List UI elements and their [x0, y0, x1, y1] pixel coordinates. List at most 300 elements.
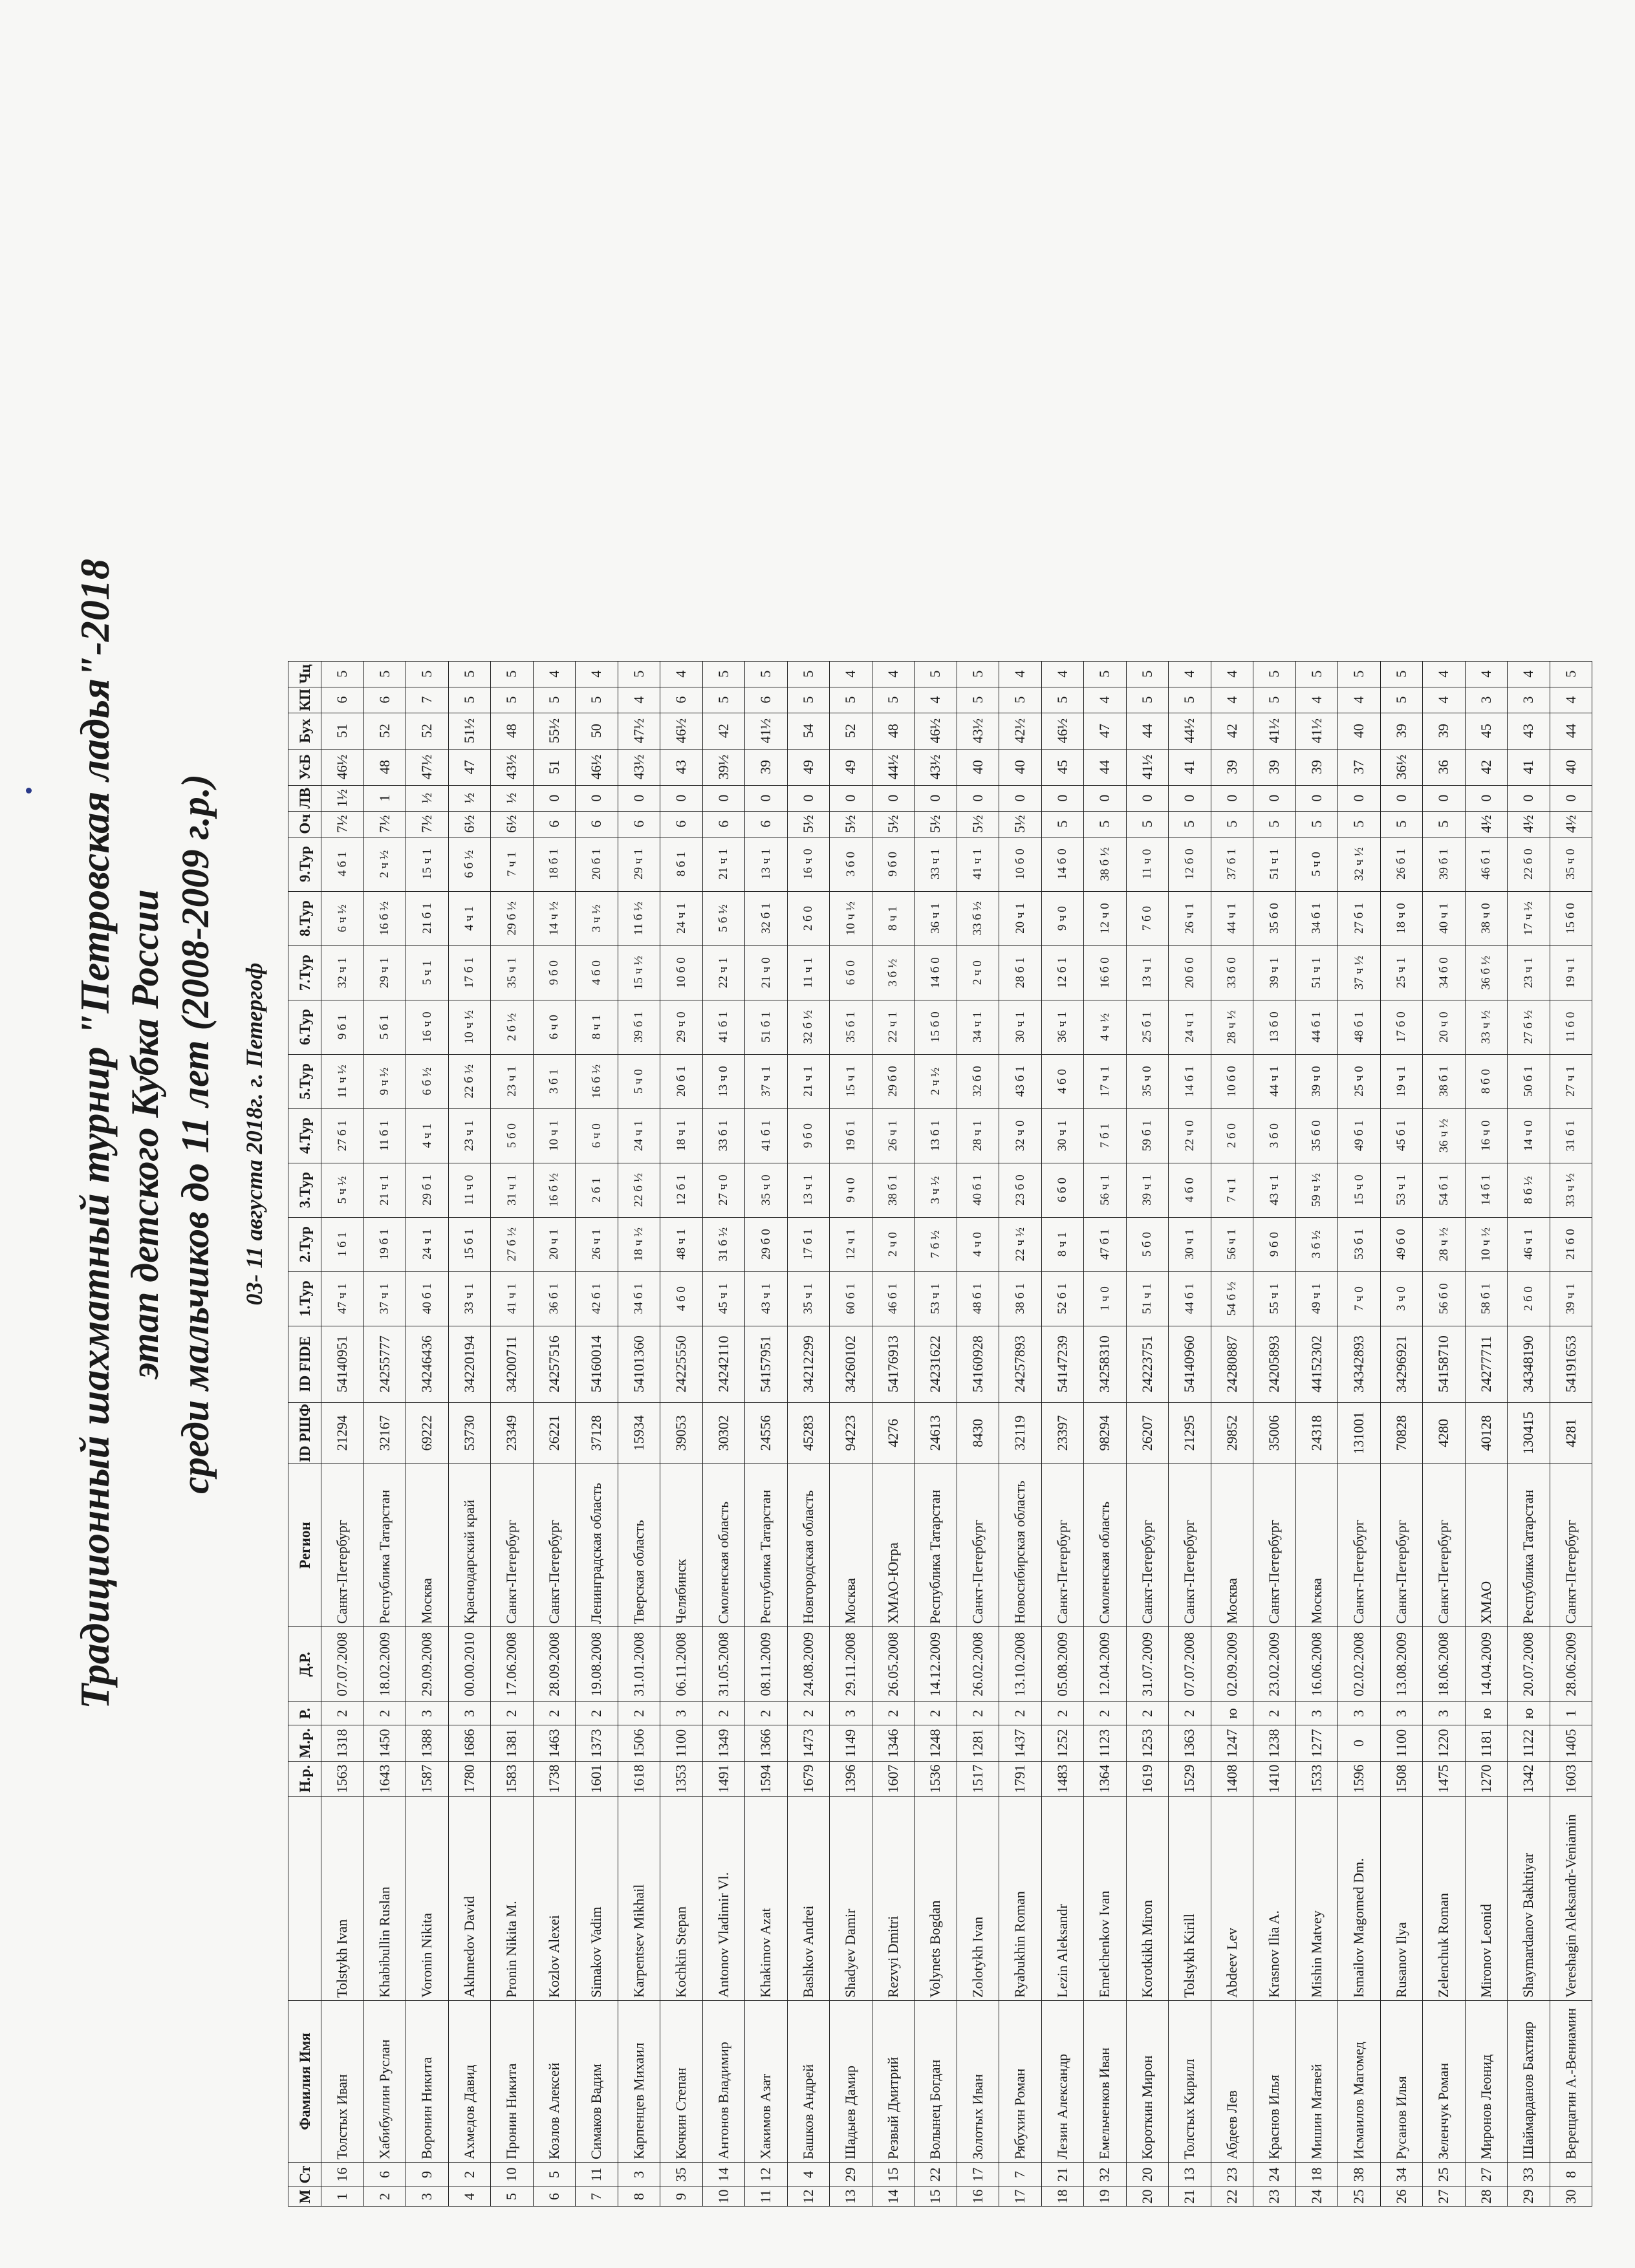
round-result-cell: 37 ч ½: [1338, 945, 1381, 1000]
round-result-cell: 7 ч 1: [1211, 1163, 1253, 1217]
table-cell: 6½: [448, 811, 491, 837]
round-result-cell: 34 б 1: [1295, 891, 1338, 945]
round-result-cell: 47 б 1: [1084, 1217, 1127, 1271]
column-header: 5.Тур: [288, 1054, 321, 1108]
table-cell: 31.05.2008: [702, 1627, 745, 1702]
table-cell: 0: [1041, 785, 1084, 811]
round-result-cell: 7 б ½: [915, 1217, 957, 1271]
table-cell: 12: [745, 2163, 788, 2187]
table-cell: 1601: [576, 1762, 618, 1797]
table-cell: 5: [491, 661, 534, 687]
table-cell: 0: [999, 785, 1042, 811]
round-result-cell: 2 ч ½: [915, 1054, 957, 1108]
table-cell: 52: [830, 713, 872, 749]
table-cell: 2: [999, 1702, 1042, 1725]
round-result-cell: 13 ч 1: [745, 837, 788, 891]
table-cell: 1248: [915, 1725, 957, 1762]
table-cell: 0: [533, 785, 576, 811]
round-result-cell: 46 б 1: [872, 1271, 915, 1326]
table-cell: 1475: [1423, 1762, 1466, 1797]
round-result-cell: 4 б 0: [1169, 1163, 1211, 1217]
table-cell: Ryabukhin Roman: [999, 1797, 1042, 2001]
table-cell: 5: [363, 661, 406, 687]
round-result-cell: 40 б 1: [957, 1163, 999, 1217]
round-result-cell: 39 б 1: [1423, 837, 1466, 891]
table-cell: Санкт-Петербург: [957, 1464, 999, 1627]
table-cell: 27: [1465, 2163, 1508, 2187]
table-cell: ю: [1508, 1702, 1550, 1725]
table-row: [915, 661, 957, 2206]
round-result-cell: 39 б 1: [618, 1000, 660, 1054]
table-cell: 1: [1550, 1702, 1592, 1725]
table-cell: Zelenchuk Roman: [1423, 1797, 1466, 2001]
table-cell: 0: [618, 785, 660, 811]
table-cell: Simakov Vadim: [576, 1797, 618, 2001]
table-cell: 24255777: [363, 1326, 406, 1402]
table-cell: 5: [1253, 811, 1296, 837]
round-result-cell: 12 б 1: [660, 1163, 703, 1217]
table-cell: 40: [999, 749, 1042, 785]
table-cell: 44: [1550, 713, 1592, 749]
table-header-row: [288, 661, 321, 2206]
table-cell: 1508: [1380, 1762, 1423, 1797]
round-result-cell: 15 ч 0: [1338, 1163, 1381, 1217]
round-result-cell: 36 ч 1: [1041, 1000, 1084, 1054]
table-cell: Москва: [1295, 1464, 1338, 1627]
round-result-cell: 51 ч 1: [1253, 837, 1296, 891]
table-cell: Абдеев Лев: [1211, 2001, 1253, 2163]
table-cell: 46½: [660, 713, 703, 749]
table-cell: ХМАО: [1465, 1464, 1508, 1627]
table-cell: Хакимов Азат: [745, 2001, 788, 2163]
table-cell: Краснов Илья: [1253, 2001, 1296, 2163]
table-cell: 14: [872, 2187, 915, 2207]
round-result-cell: 16 б ½: [576, 1054, 618, 1108]
table-cell: 18.02.2009: [363, 1627, 406, 1702]
table-cell: 24225550: [660, 1326, 703, 1402]
table-cell: 1353: [660, 1762, 703, 1797]
column-header: Бух: [288, 713, 321, 749]
table-cell: 00.00.2010: [448, 1627, 491, 1702]
round-result-cell: 4 ч 1: [406, 1108, 449, 1163]
round-result-cell: 35 б 1: [830, 1000, 872, 1054]
round-result-cell: 29 б 1: [406, 1163, 449, 1217]
round-result-cell: 11 ч 0: [1126, 837, 1169, 891]
round-result-cell: 15 б 0: [915, 1000, 957, 1054]
table-cell: 1281: [957, 1725, 999, 1762]
table-cell: Санкт-Петербург: [1423, 1464, 1466, 1627]
table-cell: 24: [1253, 2163, 1296, 2187]
table-cell: 35006: [1253, 1402, 1296, 1463]
round-result-cell: 14 б 1: [1169, 1054, 1211, 1108]
table-cell: Санкт-Петербург: [533, 1464, 576, 1627]
table-cell: 50: [576, 713, 618, 749]
round-result-cell: 8 ч 1: [1041, 1217, 1084, 1271]
round-result-cell: 5 ч ½: [321, 1163, 364, 1217]
table-cell: 19.08.2008: [576, 1627, 618, 1702]
round-result-cell: 4 ч 1: [448, 891, 491, 945]
table-cell: 44½: [1169, 713, 1211, 749]
table-cell: 29852: [1211, 1402, 1253, 1463]
table-cell: 29.11.2008: [830, 1627, 872, 1702]
round-result-cell: 29 ч 1: [363, 945, 406, 1000]
round-result-cell: 2 б 1: [576, 1163, 618, 1217]
round-result-cell: 53 ч 1: [1380, 1163, 1423, 1217]
table-cell: 22: [1211, 2187, 1253, 2207]
column-header: ID РШФ: [288, 1402, 321, 1463]
table-cell: 41: [1169, 749, 1211, 785]
table-cell: 11: [576, 2163, 618, 2187]
round-result-cell: 9 б 1: [321, 1000, 364, 1054]
column-header: 9.Тур: [288, 837, 321, 891]
table-cell: 1: [321, 2187, 364, 2207]
table-cell: 3: [1423, 1702, 1466, 1725]
table-cell: 17: [999, 2187, 1042, 2207]
table-cell: 41½: [1295, 713, 1338, 749]
round-result-cell: 5 б 0: [1126, 1217, 1169, 1271]
column-header: Фамилия Имя: [288, 2001, 321, 2163]
table-cell: 44: [1084, 749, 1127, 785]
round-result-cell: 5 б 1: [363, 1000, 406, 1054]
table-cell: Lezin Aleksandr: [1041, 1797, 1084, 2001]
table-cell: 4: [872, 661, 915, 687]
table-cell: 1738: [533, 1762, 576, 1797]
table-cell: 54160928: [957, 1326, 999, 1402]
table-cell: 54: [787, 713, 830, 749]
table-cell: 5: [1295, 661, 1338, 687]
round-result-cell: 24 ч 1: [660, 891, 703, 945]
table-row: [363, 661, 406, 2206]
table-cell: 3: [618, 2163, 660, 2187]
round-result-cell: 46 б 1: [1465, 837, 1508, 891]
round-result-cell: 13 б 1: [915, 1108, 957, 1163]
round-result-cell: 19 ч 1: [1380, 1054, 1423, 1108]
table-cell: 5: [533, 687, 576, 713]
round-result-cell: 2 ч ½: [363, 837, 406, 891]
round-result-cell: 4 б 0: [1041, 1054, 1084, 1108]
table-cell: 10: [702, 2187, 745, 2207]
table-cell: 5: [448, 687, 491, 713]
table-cell: 5: [957, 687, 999, 713]
table-cell: 4: [660, 661, 703, 687]
table-cell: 6: [702, 811, 745, 837]
round-result-cell: 36 б ½: [1465, 945, 1508, 1000]
table-cell: Tolstykh Ivan: [321, 1797, 364, 2001]
table-cell: 24280887: [1211, 1326, 1253, 1402]
round-result-cell: 27 б ½: [1508, 1000, 1550, 1054]
table-cell: 24613: [915, 1402, 957, 1463]
table-cell: 5: [1380, 661, 1423, 687]
table-cell: 45: [1041, 749, 1084, 785]
round-result-cell: 41 ч 1: [491, 1271, 534, 1326]
table-cell: 3: [1338, 1702, 1381, 1725]
table-cell: 54140960: [1169, 1326, 1211, 1402]
table-cell: 0: [1295, 785, 1338, 811]
round-result-cell: 9 ч ½: [363, 1054, 406, 1108]
table-cell: 4: [576, 661, 618, 687]
table-cell: Тверская область: [618, 1464, 660, 1627]
table-cell: 28: [1465, 2187, 1508, 2207]
round-result-cell: 43 ч 1: [745, 1271, 788, 1326]
round-result-cell: 15 ч 1: [830, 1054, 872, 1108]
table-cell: 5: [1084, 811, 1127, 837]
table-cell: 5: [745, 661, 788, 687]
table-cell: 39: [1253, 749, 1296, 785]
table-cell: 46½: [321, 749, 364, 785]
round-result-cell: 21 б 1: [406, 891, 449, 945]
table-cell: 12.04.2009: [1084, 1627, 1127, 1702]
column-header: КП: [288, 687, 321, 713]
round-result-cell: 19 ч 1: [1550, 945, 1592, 1000]
table-cell: 3: [448, 1702, 491, 1725]
round-result-cell: 47 ч 1: [321, 1271, 364, 1326]
table-cell: 2: [448, 2163, 491, 2187]
table-cell: 1381: [491, 1725, 534, 1762]
column-header: Р.: [288, 1702, 321, 1725]
table-cell: 3: [660, 1702, 703, 1725]
column-header: Оч: [288, 811, 321, 837]
table-cell: 4½: [1550, 811, 1592, 837]
round-result-cell: 45 б 1: [1380, 1108, 1423, 1163]
table-cell: 2: [1126, 1702, 1169, 1725]
table-cell: Челябинск: [660, 1464, 703, 1627]
table-cell: 26207: [1126, 1402, 1169, 1463]
table-cell: 24205893: [1253, 1326, 1296, 1402]
table-cell: 34258310: [1084, 1326, 1127, 1402]
table-cell: 5½: [830, 811, 872, 837]
round-result-cell: 33 ч ½: [1465, 1000, 1508, 1054]
table-cell: 0: [1126, 785, 1169, 811]
table-cell: 5½: [787, 811, 830, 837]
round-result-cell: 45 ч 1: [702, 1271, 745, 1326]
table-cell: ½: [448, 785, 491, 811]
table-cell: 4: [1550, 687, 1592, 713]
table-cell: 16: [321, 2163, 364, 2187]
table-cell: 24223751: [1126, 1326, 1169, 1402]
table-cell: 5: [1126, 661, 1169, 687]
round-result-cell: 16 б ½: [533, 1163, 576, 1217]
table-cell: 3: [1465, 687, 1508, 713]
table-cell: 5: [1169, 687, 1211, 713]
round-result-cell: 6 ч ½: [321, 891, 364, 945]
round-result-cell: 30 ч 1: [1041, 1108, 1084, 1163]
round-result-cell: 58 б 1: [1465, 1271, 1508, 1326]
round-result-cell: 10 ч ½: [448, 1000, 491, 1054]
round-result-cell: 6 б ½: [448, 837, 491, 891]
table-cell: 52: [363, 713, 406, 749]
table-cell: 34296921: [1380, 1326, 1423, 1402]
table-cell: 6: [745, 687, 788, 713]
round-result-cell: 28 б 1: [999, 945, 1042, 1000]
round-result-cell: 49 б 0: [1380, 1217, 1423, 1271]
table-cell: Kochkin Stepan: [660, 1797, 703, 2001]
table-row: [957, 661, 999, 2206]
round-result-cell: 44 ч 1: [1253, 1054, 1296, 1108]
round-result-cell: 10 ч 1: [533, 1108, 576, 1163]
table-cell: 6: [321, 687, 364, 713]
table-cell: 2: [491, 1702, 534, 1725]
table-cell: 1238: [1253, 1725, 1296, 1762]
round-result-cell: 5 ч 1: [406, 945, 449, 1000]
document-title: Традиционный шахматный турнир "Петровская ладья"-2018: [72, 559, 118, 1709]
table-cell: 8: [1550, 2163, 1592, 2187]
round-result-cell: 15 ч 1: [406, 837, 449, 891]
round-result-cell: 36 ч 1: [915, 891, 957, 945]
column-header: ID FIDE: [288, 1326, 321, 1402]
table-cell: 5½: [999, 811, 1042, 837]
round-result-cell: 27 ч 1: [1550, 1054, 1592, 1108]
round-result-cell: 41 ч 1: [957, 837, 999, 891]
table-cell: 0: [1423, 785, 1466, 811]
table-cell: 2: [1084, 1702, 1127, 1725]
round-result-cell: 12 ч 1: [830, 1217, 872, 1271]
round-result-cell: 14 б 1: [1465, 1163, 1508, 1217]
round-result-cell: 12 ч 0: [1084, 891, 1127, 945]
table-cell: 24257893: [999, 1326, 1042, 1402]
table-cell: 5: [491, 2187, 534, 2207]
round-result-cell: 35 ч 1: [787, 1271, 830, 1326]
table-cell: Новосибирская область: [999, 1464, 1042, 1627]
table-row: [1423, 661, 1466, 2206]
table-cell: 1: [363, 785, 406, 811]
round-result-cell: 16 б 0: [1084, 945, 1127, 1000]
round-result-cell: 6 б 0: [1041, 1163, 1084, 1217]
round-result-cell: 8 б 1: [660, 837, 703, 891]
table-cell: 15934: [618, 1402, 660, 1463]
round-result-cell: 13 ч 1: [787, 1163, 830, 1217]
table-cell: Кочкин Степан: [660, 2001, 703, 2163]
table-cell: Санкт-Петербург: [1041, 1464, 1084, 1627]
table-row: [787, 661, 830, 2206]
table-cell: 39053: [660, 1402, 703, 1463]
table-cell: 13: [830, 2187, 872, 2207]
table-cell: 5: [1338, 811, 1381, 837]
round-result-cell: 13 ч 1: [1126, 945, 1169, 1000]
table-cell: 3: [406, 2187, 449, 2207]
table-row: [702, 661, 745, 2206]
column-header: Д.Р.: [288, 1627, 321, 1702]
round-result-cell: 25 ч 1: [1380, 945, 1423, 1000]
round-result-cell: 18 ч 0: [1380, 891, 1423, 945]
table-cell: 45283: [787, 1402, 830, 1463]
round-result-cell: 20 ч 0: [1423, 1000, 1466, 1054]
table-cell: 39: [1380, 713, 1423, 749]
column-header: [288, 1797, 321, 2001]
table-cell: 4: [1465, 661, 1508, 687]
table-cell: 0: [830, 785, 872, 811]
table-cell: 6: [363, 2163, 406, 2187]
table-cell: 54160014: [576, 1326, 618, 1402]
table-cell: Шадыев Дамир: [830, 2001, 872, 2163]
table-cell: Shaymardanov Bakhtiyar: [1508, 1797, 1550, 2001]
round-result-cell: 29 б 0: [745, 1217, 788, 1271]
table-cell: Антонов Владимир: [702, 2001, 745, 2163]
table-cell: Москва: [830, 1464, 872, 1627]
column-header: 6.Тур: [288, 1000, 321, 1054]
table-cell: 5: [1380, 811, 1423, 837]
round-result-cell: 11 ч ½: [321, 1054, 364, 1108]
table-cell: 16: [957, 2187, 999, 2207]
table-row: [660, 661, 703, 2206]
table-cell: 1450: [363, 1725, 406, 1762]
table-cell: ½: [406, 785, 449, 811]
ink-dot: [26, 788, 32, 794]
round-result-cell: 27 б ½: [491, 1217, 534, 1271]
table-cell: 13.08.2009: [1380, 1627, 1423, 1702]
table-cell: 2: [872, 1702, 915, 1725]
table-cell: 41½: [745, 713, 788, 749]
table-cell: 44½: [872, 749, 915, 785]
table-cell: Voronin Nikita: [406, 1797, 449, 2001]
table-cell: 131001: [1338, 1402, 1381, 1463]
table-cell: Толстых Иван: [321, 2001, 364, 2163]
round-result-cell: 23 ч 1: [1508, 945, 1550, 1000]
table-cell: 6: [660, 687, 703, 713]
table-cell: 23: [1211, 2163, 1253, 2187]
table-cell: 0: [957, 785, 999, 811]
table-row: [1084, 661, 1127, 2206]
table-cell: 43½: [915, 749, 957, 785]
table-cell: 3: [1508, 687, 1550, 713]
table-row: [1126, 661, 1169, 2206]
table-cell: 4280: [1423, 1402, 1466, 1463]
table-cell: ХМАО-Югра: [872, 1464, 915, 1627]
table-cell: 49: [787, 749, 830, 785]
table-cell: 40: [1338, 713, 1381, 749]
round-result-cell: 15 б 0: [1550, 891, 1592, 945]
table-cell: 0: [872, 785, 915, 811]
table-cell: 5½: [957, 811, 999, 837]
table-cell: 48: [363, 749, 406, 785]
table-cell: 4½: [1465, 811, 1508, 837]
table-cell: 13: [1169, 2163, 1211, 2187]
table-cell: 4: [830, 661, 872, 687]
round-result-cell: 56 б 0: [1423, 1271, 1466, 1326]
round-result-cell: 22 ч 1: [702, 945, 745, 1000]
table-row: [448, 661, 491, 2206]
table-cell: 35: [660, 2163, 703, 2187]
table-cell: Новгородская область: [787, 1464, 830, 1627]
table-cell: 05.08.2009: [1041, 1627, 1084, 1702]
table-cell: Шаймарданов Бахтияр: [1508, 2001, 1550, 2163]
table-cell: 47: [1084, 713, 1127, 749]
round-result-cell: 32 ч 0: [999, 1108, 1042, 1163]
table-cell: 6: [745, 811, 788, 837]
round-result-cell: 3 б ½: [872, 945, 915, 1000]
table-cell: 07.07.2008: [321, 1627, 364, 1702]
round-result-cell: 48 б 1: [1338, 1000, 1381, 1054]
table-cell: 4: [1423, 687, 1466, 713]
table-row: [1338, 661, 1381, 2206]
table-cell: 5: [1126, 687, 1169, 713]
round-result-cell: 53 ч 1: [915, 1271, 957, 1326]
table-cell: 1780: [448, 1762, 491, 1797]
round-result-cell: 3 б 0: [830, 837, 872, 891]
table-cell: 28.06.2009: [1550, 1627, 1592, 1702]
round-result-cell: 38 ч 0: [1465, 891, 1508, 945]
round-result-cell: 34 б 1: [618, 1271, 660, 1326]
round-result-cell: 19 б 1: [830, 1108, 872, 1163]
round-result-cell: 53 б 1: [1338, 1217, 1381, 1271]
column-header: 1.Тур: [288, 1271, 321, 1326]
table-cell: 0: [1338, 785, 1381, 811]
round-result-cell: 37 б 1: [1211, 837, 1253, 891]
table-cell: 1100: [660, 1725, 703, 1762]
table-cell: Rusanov Ilya: [1380, 1797, 1423, 2001]
table-cell: Rezvyi Dmitri: [872, 1797, 915, 2001]
round-result-cell: 10 ч ½: [1465, 1217, 1508, 1271]
round-result-cell: 23 б 0: [999, 1163, 1042, 1217]
